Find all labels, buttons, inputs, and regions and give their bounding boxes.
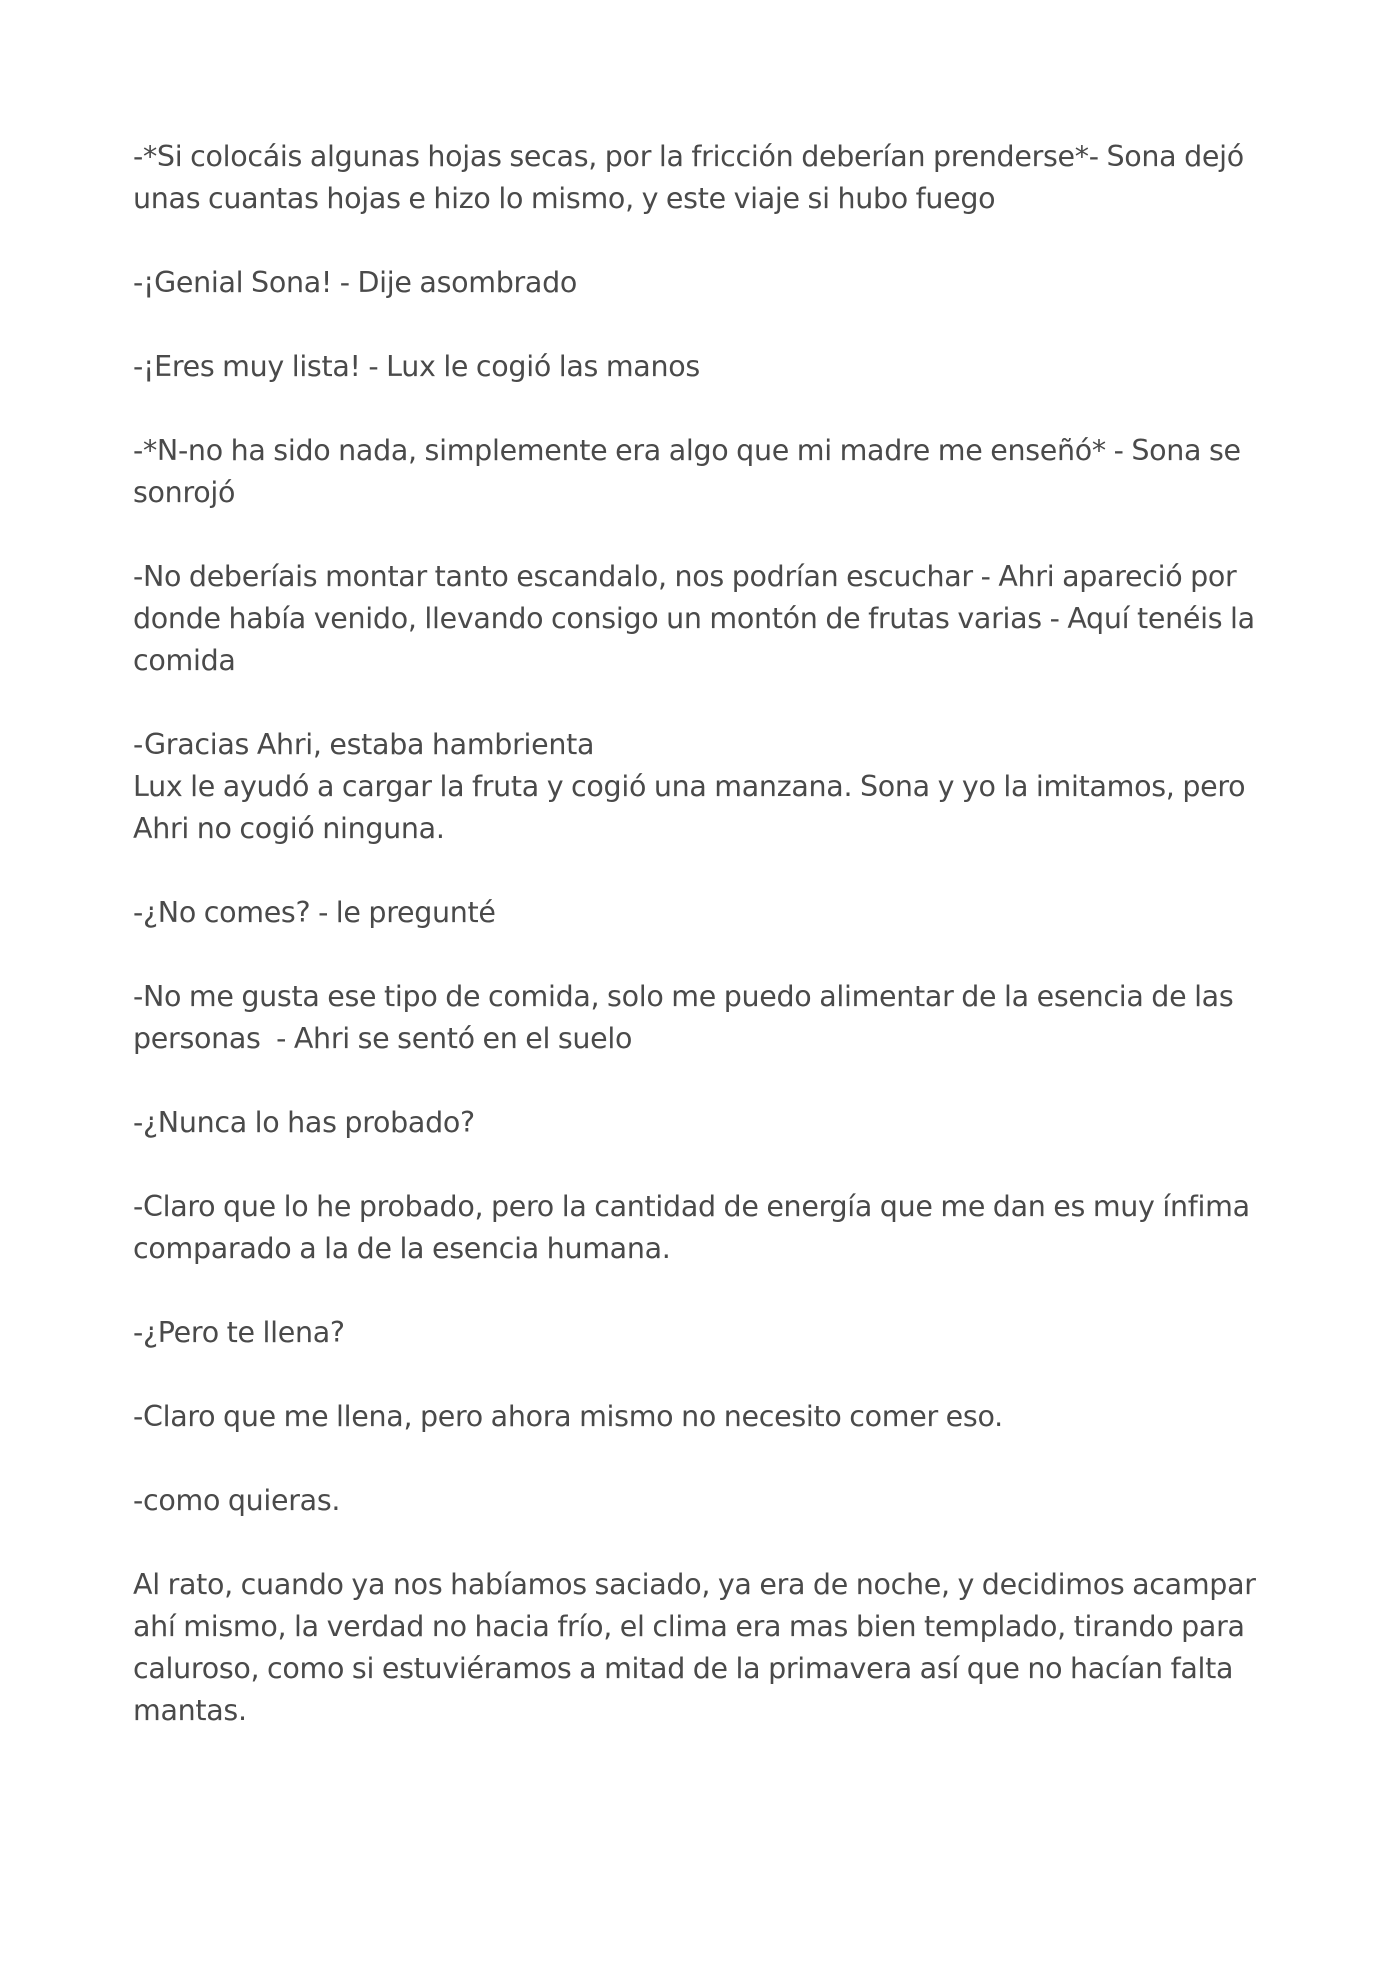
- document-body: [133, 136, 1283, 1774]
- paragraph: -¿Nunca lo has probado?: [133, 1106, 475, 1139]
- paragraph: Lux le ayudó a cargar la fruta y cogió una manzana. Sona y yo la imitamos, pero Ahri no cogió ninguna.: [133, 770, 1254, 845]
- paragraph: -¡Eres muy lista! - Lux le cogió las manos: [133, 350, 700, 383]
- paragraph: -Gracias Ahri, estaba hambrienta: [133, 728, 595, 761]
- paragraph: Al rato, cuando ya nos habíamos saciado, ya era de noche, y decidimos acampar ahí mismo, la verdad no hacia frío, el clima era mas bien templado, tirando para caluroso, como si estuviéramos a mitad de la primavera así que no hacían falta mantas.: [133, 1568, 1264, 1727]
- paragraph: -No me gusta ese tipo de comida, solo me puedo alimentar de la esencia de las personas - Ahri se sentó en el suelo: [133, 980, 1242, 1055]
- paragraph: -No deberíais montar tanto escandalo, nos podrían escuchar - Ahri apareció por donde había venido, llevando consigo un montón de frutas varias - Aquí tenéis la comida: [133, 560, 1263, 677]
- paragraph: -*N-no ha sido nada, simplemente era algo que mi madre me enseñó* - Sona se sonrojó: [133, 434, 1249, 509]
- paragraph: -¿Pero te llena?: [133, 1316, 345, 1349]
- paragraph: -*Si colocáis algunas hojas secas, por la fricción deberían prenderse*- Sona dejó unas cuantas hojas e hizo lo mismo, y este viaje si hubo fuego: [133, 140, 1252, 215]
- paragraph: -¿No comes? - le pregunté: [133, 896, 496, 929]
- paragraph: -¡Genial Sona! - Dije asombrado: [133, 266, 578, 299]
- paragraph: -Claro que me llena, pero ahora mismo no necesito comer eso.: [133, 1400, 1003, 1433]
- paragraph: -Claro que lo he probado, pero la cantidad de energía que me dan es muy ínfima comparado a la de la esencia humana.: [133, 1190, 1258, 1265]
- paragraph: -como quieras.: [133, 1484, 341, 1517]
